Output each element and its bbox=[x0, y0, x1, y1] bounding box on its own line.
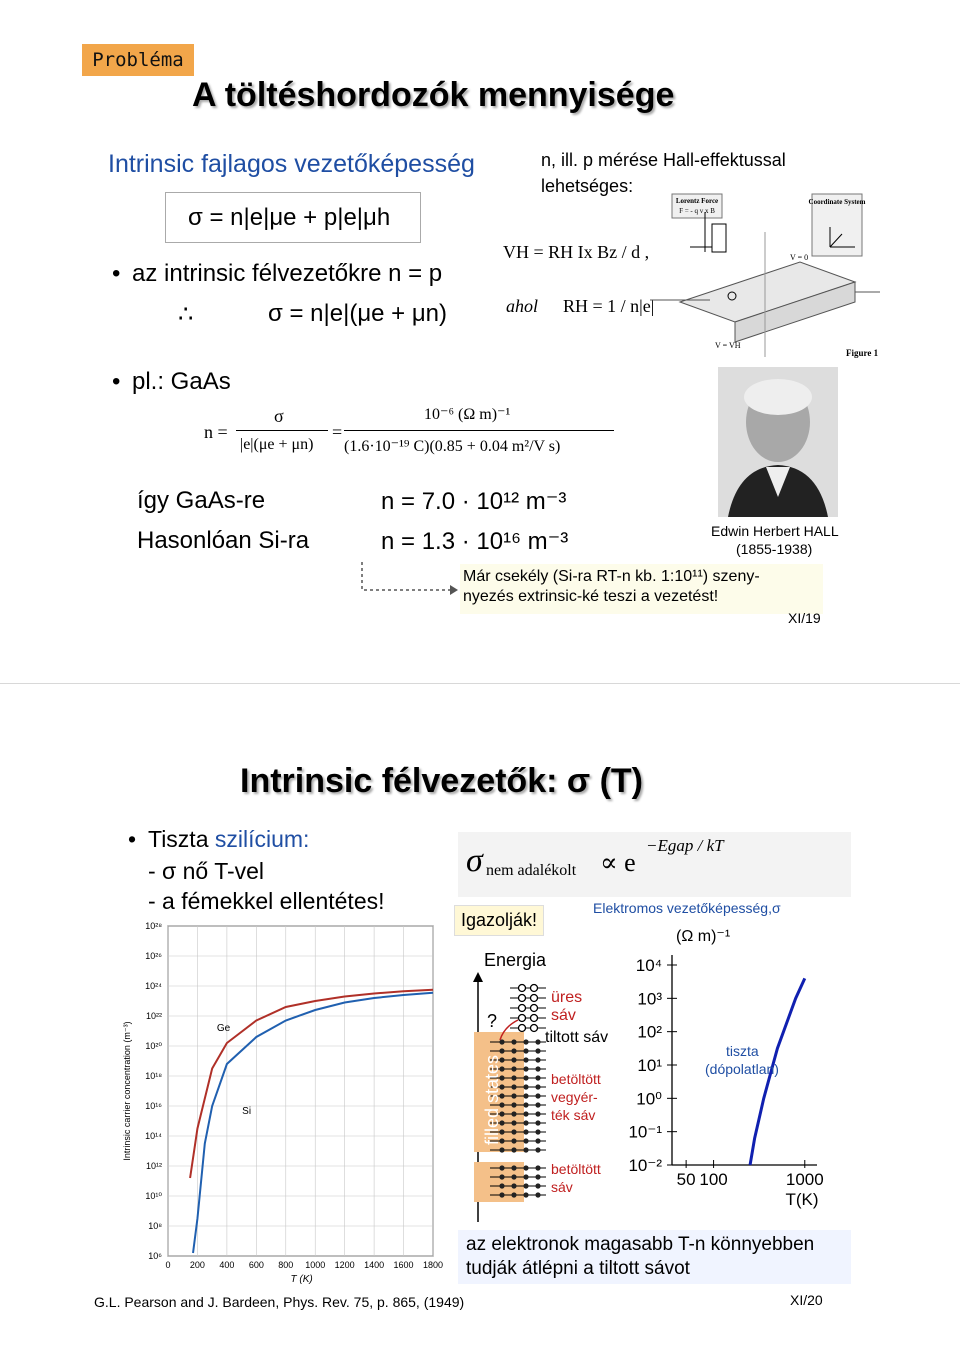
filled-state bbox=[523, 1174, 528, 1179]
filled-state bbox=[523, 1138, 528, 1143]
sigma-formula: σ = n|e|μe + p|e|μh bbox=[188, 204, 391, 231]
bullet-silicon bbox=[148, 826, 309, 853]
photo-caption-years: (1855-1938) bbox=[736, 541, 813, 557]
hall-portrait bbox=[718, 367, 838, 517]
series-label-ge: Ge bbox=[216, 1023, 231, 1034]
formula-sigma: σ bbox=[466, 842, 483, 879]
slide-title: A töltéshordozók mennyisége bbox=[192, 76, 675, 114]
problem-tag: Probléma bbox=[82, 44, 194, 76]
intrinsic-label: Intrinsic fajlagos vezetőképesség bbox=[108, 150, 475, 178]
coord-label: Coordinate System bbox=[808, 198, 866, 206]
y-tick-label: 10⁸ bbox=[148, 1221, 162, 1231]
filled-state bbox=[511, 1192, 516, 1197]
equals-sign: = bbox=[332, 422, 343, 442]
empty-state bbox=[531, 1025, 538, 1032]
filled-state bbox=[535, 1120, 540, 1125]
filled-state bbox=[523, 1147, 528, 1152]
filled-state bbox=[511, 1147, 516, 1152]
formula-exp: −Egap / kT bbox=[646, 836, 724, 855]
reference: G.L. Pearson and J. Bardeen, Phys. Rev. 75, p. 865, (1949) bbox=[94, 1294, 465, 1310]
x-axis-label: T(K) bbox=[785, 1190, 819, 1209]
empty-state bbox=[519, 1025, 526, 1032]
filled-state bbox=[523, 1192, 528, 1197]
lorentz-eq: F = - q v x B bbox=[679, 207, 715, 215]
conclusion-line2: tudják átlépni a tiltott sávot bbox=[466, 1258, 690, 1279]
y-axis-label: Intrinsic carrier concentration (m⁻³) bbox=[122, 1021, 132, 1161]
filled-state bbox=[511, 1084, 516, 1089]
filled-state bbox=[535, 1147, 540, 1152]
conclusion-line1: az elektronok magasabb T-n könnyebben bbox=[466, 1234, 815, 1255]
band-label-1: sáv bbox=[551, 1007, 576, 1024]
filled-state bbox=[535, 1057, 540, 1062]
filled-state bbox=[535, 1192, 540, 1197]
mu-denominator: |e|(μe + μn) bbox=[240, 436, 314, 453]
question-mark: ? bbox=[487, 1011, 498, 1031]
y-tick-label: 10⁴ bbox=[635, 956, 662, 975]
valence-label-2: ték sáv bbox=[551, 1107, 596, 1123]
y-tick-label: 10¹⁸ bbox=[145, 1071, 162, 1081]
y-tick-label: 10¹² bbox=[145, 1161, 162, 1171]
filled-band-label-2: betöltött bbox=[551, 1161, 601, 1177]
filled-state bbox=[511, 1093, 516, 1098]
filled-state bbox=[499, 1174, 504, 1179]
y-tick-label: 10¹⁶ bbox=[145, 1101, 162, 1111]
formula-sub: nem adalékolt bbox=[486, 862, 577, 879]
x-tick-label: 100 bbox=[699, 1170, 728, 1189]
slide-xi-20 bbox=[0, 700, 960, 1367]
prop-formula-box bbox=[458, 832, 851, 897]
x-tick-label: 50 bbox=[676, 1170, 696, 1189]
gaas-value: n = 7.0 · 10¹² m⁻³ bbox=[381, 488, 567, 515]
hall-effect-diagram bbox=[650, 192, 880, 362]
filled-state bbox=[535, 1174, 540, 1179]
empty-state bbox=[531, 1015, 538, 1022]
filled-state bbox=[535, 1183, 540, 1188]
y-tick-label: 10⁻¹ bbox=[628, 1122, 662, 1142]
filled-state bbox=[499, 1147, 504, 1152]
filled-state bbox=[535, 1084, 540, 1089]
x-tick-label: 1400 bbox=[364, 1260, 385, 1270]
filled-state bbox=[535, 1075, 540, 1080]
filled-state bbox=[523, 1120, 528, 1125]
calc-denominator: (1.6·10⁻¹⁹ C)(0.85 + 0.04 m²/V s) bbox=[344, 438, 561, 455]
x-tick-label: 0 bbox=[165, 1260, 171, 1270]
page-number: XI/20 bbox=[790, 1292, 823, 1308]
filled-state bbox=[535, 1102, 540, 1107]
gaas-label: így GaAs-re bbox=[137, 487, 266, 514]
slide-divider bbox=[0, 683, 960, 684]
filled-state bbox=[511, 1048, 516, 1053]
filled-state bbox=[511, 1039, 516, 1044]
photo-caption-name: Edwin Herbert HALL bbox=[711, 523, 839, 539]
y-tick-label: 10²⁴ bbox=[145, 981, 162, 991]
filled-state bbox=[535, 1048, 540, 1053]
undoped-label: (dópolatlan) bbox=[705, 1061, 779, 1077]
filled-state bbox=[523, 1129, 528, 1134]
sigma-numerator: σ bbox=[274, 406, 284, 426]
x-tick-label: 1000 bbox=[305, 1260, 326, 1270]
y-tick-label: 10⁰ bbox=[636, 1089, 662, 1109]
bullet-text: Tiszta bbox=[148, 826, 209, 852]
filled-state bbox=[499, 1048, 504, 1053]
filled-state bbox=[511, 1075, 516, 1080]
filled-state bbox=[523, 1057, 528, 1062]
slide-xi-19 bbox=[0, 0, 960, 660]
y-tick-label: 10¹⁴ bbox=[145, 1131, 162, 1141]
empty-band-label: üres bbox=[551, 989, 583, 1006]
filled-state bbox=[511, 1120, 516, 1125]
filled-state bbox=[523, 1084, 528, 1089]
series-label-si: Si bbox=[242, 1106, 252, 1117]
bullet-gaas: • pl.: GaAs bbox=[132, 368, 231, 396]
filled-state bbox=[499, 1192, 504, 1197]
vh-formula: VH = RH Ix Bz / d , bbox=[503, 242, 650, 262]
y-tick-label: 10⁻² bbox=[628, 1156, 662, 1175]
y-tick-label: 10² bbox=[637, 1022, 662, 1042]
n-eq-left: n = bbox=[204, 422, 228, 442]
empty-state bbox=[531, 985, 538, 992]
hall-text-line1: n, ill. p mérése Hall-effektussal bbox=[541, 150, 786, 170]
filled-state bbox=[535, 1165, 540, 1170]
x-tick-label: 200 bbox=[189, 1260, 205, 1270]
y-tick-label: 10³ bbox=[637, 989, 662, 1009]
lorentz-label: Lorentz Force bbox=[675, 197, 719, 205]
note-line2: nyezés extrinsic-ké teszi a vezetést! bbox=[463, 588, 719, 605]
empty-state bbox=[519, 995, 526, 1002]
filled-state bbox=[511, 1066, 516, 1071]
bullet-intrinsic: • az intrinsic félvezetőkre n = p bbox=[132, 260, 442, 288]
sigma-grows-line: - σ nő T-vel bbox=[148, 858, 265, 884]
x-tick-label: 1600 bbox=[393, 1260, 414, 1270]
sigma-intrinsic-formula: σ = n|e|(μe + μn) bbox=[268, 300, 448, 327]
note-line1: Már csekély (Si-ra RT-n kb. 1:10¹¹) szeny- bbox=[463, 568, 760, 585]
filled-band-label-1: betöltött bbox=[551, 1071, 601, 1087]
empty-state bbox=[531, 1005, 538, 1012]
v0-label: V = 0 bbox=[790, 253, 809, 262]
filled-state bbox=[523, 1093, 528, 1098]
filled-state bbox=[511, 1183, 516, 1188]
empty-state bbox=[519, 985, 526, 992]
filled-state bbox=[499, 1183, 504, 1188]
slide-title: Intrinsic félvezetők: σ (T) bbox=[240, 762, 643, 800]
plot-frame bbox=[168, 926, 433, 1256]
filled-state bbox=[523, 1039, 528, 1044]
band-label-2: sáv bbox=[551, 1179, 573, 1195]
y-tick-label: 10¹⁰ bbox=[145, 1191, 162, 1201]
fraction-bar-2 bbox=[344, 430, 614, 431]
empty-state bbox=[519, 1005, 526, 1012]
x-tick-label: 1000 bbox=[785, 1170, 824, 1189]
figure-label: Figure 1 bbox=[846, 348, 879, 358]
conductivity-title: Elektromos vezetőképesség,σ bbox=[593, 900, 781, 916]
conductivity-unit: (Ω m)⁻¹ bbox=[676, 928, 731, 945]
page-number: XI/19 bbox=[788, 610, 821, 626]
therefore-symbol: ∴ bbox=[178, 301, 194, 328]
vvh-label: V = VH bbox=[715, 341, 741, 350]
filled-state bbox=[511, 1057, 516, 1062]
x-tick-label: 1800 bbox=[422, 1260, 444, 1270]
energy-arrow-head bbox=[473, 972, 483, 982]
filled-state bbox=[523, 1048, 528, 1053]
si-label: Hasonlóan Si-ra bbox=[137, 527, 310, 554]
empty-state bbox=[519, 1015, 526, 1022]
x-tick-label: 400 bbox=[219, 1260, 235, 1270]
filled-state bbox=[523, 1165, 528, 1170]
filled-state bbox=[535, 1129, 540, 1134]
filled-state bbox=[499, 1039, 504, 1044]
x-axis-label: T (K) bbox=[290, 1274, 313, 1285]
filled-state bbox=[535, 1093, 540, 1098]
y-tick-label: 10¹ bbox=[637, 1056, 662, 1075]
filled-state bbox=[523, 1111, 528, 1116]
conductivity-chart bbox=[612, 930, 857, 1230]
x-tick-label: 1200 bbox=[334, 1260, 355, 1270]
filled-state bbox=[511, 1102, 516, 1107]
filled-state bbox=[523, 1102, 528, 1107]
bullet-blue-text: szilícium: bbox=[214, 826, 310, 852]
filled-state bbox=[511, 1165, 516, 1170]
calc-numerator: 10⁻⁶ (Ω m)⁻¹ bbox=[424, 406, 511, 423]
rh-formula: RH = 1 / n|e| bbox=[563, 296, 655, 316]
y-tick-label: 10²⁸ bbox=[145, 921, 162, 931]
filled-state bbox=[511, 1138, 516, 1143]
fraction-bar-1 bbox=[236, 430, 328, 431]
note-box bbox=[460, 564, 823, 614]
x-tick-label: 600 bbox=[248, 1260, 264, 1270]
y-tick-label: 10²⁶ bbox=[145, 951, 162, 961]
energy-label: Energia bbox=[484, 950, 547, 970]
filled-state bbox=[511, 1129, 516, 1134]
dotted-arrow bbox=[358, 560, 458, 600]
carrier-concentration-chart bbox=[118, 918, 448, 1290]
filled-state bbox=[535, 1039, 540, 1044]
filled-state bbox=[535, 1066, 540, 1071]
y-tick-label: 10²⁰ bbox=[145, 1041, 162, 1051]
filled-state bbox=[511, 1174, 516, 1179]
y-tick-label: 10⁶ bbox=[148, 1251, 162, 1261]
sigma-formula-box bbox=[165, 192, 421, 243]
filled-state bbox=[535, 1111, 540, 1116]
conclusion-box bbox=[458, 1230, 851, 1284]
filled-state bbox=[511, 1111, 516, 1116]
ahol-label: ahol bbox=[506, 296, 539, 316]
filled-state bbox=[535, 1138, 540, 1143]
filled-state bbox=[523, 1066, 528, 1071]
filled-state bbox=[523, 1075, 528, 1080]
forbidden-band-label: tiltott sáv bbox=[545, 1029, 609, 1046]
hall-text-line2: lehetséges: bbox=[541, 176, 634, 196]
si-value: n = 1.3 · 10¹⁶ m⁻³ bbox=[381, 528, 569, 555]
y-tick-label: 10²² bbox=[145, 1011, 162, 1021]
pure-label: tiszta bbox=[726, 1043, 759, 1059]
opposite-metals-line: - a fémekkel ellentétes! bbox=[148, 888, 385, 914]
filled-state bbox=[499, 1165, 504, 1170]
empty-state bbox=[531, 995, 538, 1002]
valence-label-1: vegyér- bbox=[551, 1089, 598, 1105]
formula-rhs: ∝ e bbox=[600, 848, 636, 877]
filled-state bbox=[523, 1183, 528, 1188]
x-tick-label: 800 bbox=[278, 1260, 294, 1270]
filled-states-label: filled states bbox=[482, 1054, 502, 1145]
verified-label: Igazolják! bbox=[454, 905, 544, 936]
